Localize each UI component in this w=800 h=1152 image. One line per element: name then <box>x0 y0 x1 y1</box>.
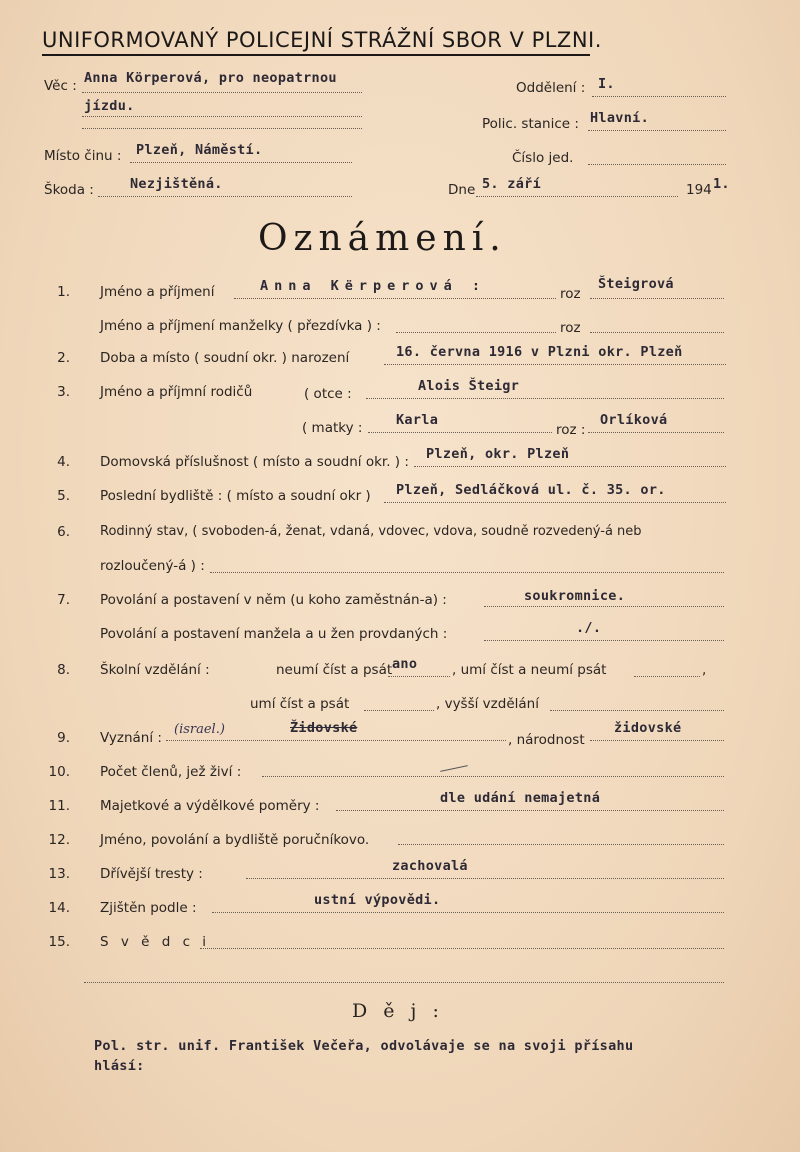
row-9-label: Vyznání : <box>100 730 162 746</box>
row-1-number: 1. <box>57 284 70 300</box>
row-7b-line <box>484 640 724 641</box>
misto-label: Místo činu : <box>44 148 122 164</box>
row-1b-line <box>396 332 556 333</box>
dej-text-2: hlásí: <box>94 1058 145 1074</box>
row-9-nar-value: židovské <box>614 720 682 736</box>
cislo-label: Číslo jed. <box>512 150 574 166</box>
row-5-number: 5. <box>57 488 70 504</box>
row-7-label: Povolání a postavení v něm (u koho zaměstnán-a) : <box>100 592 447 608</box>
misto-line <box>130 162 352 163</box>
row-8-sub4-line <box>550 710 724 711</box>
row-14-line <box>212 912 724 913</box>
row-5-value: Plzeň, Sedláčková ul. č. 35. or. <box>396 482 666 498</box>
row-6-number: 6. <box>57 524 70 540</box>
oddeleni-line <box>592 96 726 97</box>
row-8-sub1: neumí číst a psát <box>276 662 393 678</box>
dne-label: Dne <box>448 182 476 198</box>
row-7b-label: Povolání a postavení manžela a u žen provdaných : <box>100 626 448 642</box>
row-7-number: 7. <box>57 592 70 608</box>
row-9-handwritten: (israel.) <box>174 722 225 737</box>
row-10-dash-mark <box>440 765 468 772</box>
row-9-nar-label: , národnost <box>508 732 585 748</box>
stanice-value: Hlavní. <box>590 110 649 126</box>
row-13-label: Dřívější tresty : <box>100 866 203 882</box>
row-6-line <box>210 572 724 573</box>
row-3-otce-line <box>366 398 724 399</box>
row-2-label: Doba a místo ( soudní okr. ) narození <box>100 350 350 366</box>
row-14-value: ustní výpovědi. <box>314 892 441 908</box>
year-prefix: 194 <box>686 182 712 198</box>
row-3b-roz-value: Orlíková <box>600 412 668 428</box>
dej-heading: D ě j : <box>352 1000 444 1022</box>
row-7-line <box>484 606 724 607</box>
row-9-nar-line <box>590 740 724 741</box>
row-9-struck-value: Židovské <box>290 720 358 736</box>
row-5-line <box>384 502 726 503</box>
row-12-label: Jméno, povolání a bydliště poručníkovo. <box>100 832 370 848</box>
row-12-number: 12. <box>48 832 70 848</box>
row-4-value: Plzeň, okr. Plzeň <box>426 446 570 462</box>
stanice-line <box>588 130 726 131</box>
misto-value: Plzeň, Náměstí. <box>136 142 263 158</box>
row-7-value: soukromnice. <box>524 588 626 604</box>
header-title: UNIFORMOVANÝ POLICEJNÍ STRÁŽNÍ SBOR V PLZNI. <box>42 28 602 52</box>
row-1b-roz-label: roz <box>560 320 581 336</box>
vec-line-2 <box>82 116 362 117</box>
vec-value-2: jízdu. <box>84 98 135 114</box>
row-13-line <box>246 878 724 879</box>
header-rule <box>42 54 590 56</box>
row-9-line <box>166 740 506 741</box>
row-1-roz-value: Šteigrová <box>598 276 674 292</box>
row-12-line <box>398 844 724 845</box>
row-2-value: 16. června 1916 v Plzni okr. Plzeň <box>396 344 683 360</box>
row-11-line <box>336 810 724 811</box>
row-1b-roz-line <box>590 332 724 333</box>
row-15-number: 15. <box>48 934 70 950</box>
row-1-label: Jméno a příjmení <box>100 284 215 300</box>
row-2-line <box>384 364 726 365</box>
row-2-number: 2. <box>57 350 70 366</box>
year-suffix: 1. <box>713 176 730 192</box>
skoda-value: Nezjištěná. <box>130 176 223 192</box>
row-14-label: Zjištěn podle : <box>100 900 197 916</box>
row-15-label: S v ě d c i <box>100 934 211 950</box>
dej-text-1: Pol. str. unif. František Večeřa, odvolávaje se na svoji přísahu <box>94 1038 634 1054</box>
row-8-sub3: umí číst a psát <box>250 696 350 712</box>
row-1-line <box>234 298 556 299</box>
row-1-value: Anna Kërperová : <box>260 278 487 294</box>
row-8-sub4: , vyšší vzdělání <box>436 696 539 712</box>
row-3b-roz-label: roz : <box>556 422 586 438</box>
dne-value: 5. září <box>482 176 541 192</box>
oddeleni-label: Oddělení : <box>516 80 586 96</box>
dne-line <box>476 196 678 197</box>
row-10-number: 10. <box>48 764 70 780</box>
vec-value-1: Anna Körperová, pro neopatrnou <box>84 70 337 86</box>
row-1-roz-line <box>590 298 724 299</box>
row-3-number: 3. <box>57 384 70 400</box>
row-10-line <box>262 776 724 777</box>
vec-line-1 <box>82 92 362 93</box>
row-15-line <box>200 948 724 949</box>
row-3b-matky-value: Karla <box>396 412 439 428</box>
row-6-label: Rodinný stav, ( svoboden-á, ženat, vdaná, vdovec, vdova, soudně rozvedený-á neb <box>100 524 642 539</box>
row-8-label: Školní vzdělání : <box>100 662 210 678</box>
stanice-label: Polic. stanice : <box>482 116 579 132</box>
row-14-number: 14. <box>48 900 70 916</box>
row-4-number: 4. <box>57 454 70 470</box>
cislo-line <box>588 164 726 165</box>
skoda-label: Škoda : <box>44 182 94 198</box>
row-1-roz-label: roz <box>560 286 581 302</box>
row-3b-roz-line <box>588 432 724 433</box>
row-15-line-2 <box>84 982 724 983</box>
row-8-comma: , <box>702 662 707 678</box>
row-3b-matky-label: ( matky : <box>302 420 363 436</box>
row-4-label: Domovská příslušnost ( místo a soudní okr. ) : <box>100 454 409 470</box>
row-10-label: Počet členů, jež živí : <box>100 764 242 780</box>
row-11-label: Majetkové a výdělkové poměry : <box>100 798 320 814</box>
row-5-label: Poslední bydliště : ( místo a soudní okr ) <box>100 488 371 504</box>
row-8-sub1-value: ano <box>392 656 418 672</box>
row-6-label-2: rozloučený-á ) : <box>100 558 205 574</box>
row-8-number: 8. <box>57 662 70 678</box>
row-8-sub3-line <box>364 710 434 711</box>
row-8-sub2-line <box>634 676 700 677</box>
row-3-otce-value: Alois Šteigr <box>418 378 520 394</box>
row-1b-label: Jméno a příjmení manželky ( přezdívka ) : <box>100 318 381 334</box>
row-11-number: 11. <box>48 798 70 814</box>
vec-line-3 <box>82 128 362 129</box>
row-8-sub1-line <box>388 676 450 677</box>
row-9-number: 9. <box>57 730 70 746</box>
row-3b-matky-line <box>368 432 552 433</box>
row-3-otce-label: ( otce : <box>304 386 352 402</box>
row-8-sub2: , umí číst a neumí psát <box>452 662 607 678</box>
row-7b-value: ./. <box>576 620 602 636</box>
oddeleni-value: I. <box>598 76 615 92</box>
row-11-value: dle udání nemajetná <box>440 790 601 806</box>
row-4-line <box>414 466 726 467</box>
skoda-line <box>98 196 352 197</box>
row-13-number: 13. <box>48 866 70 882</box>
row-13-value: zachovalá <box>392 858 468 874</box>
vec-label: Věc : <box>44 78 77 94</box>
row-3-label: Jméno a příjmní rodičů <box>100 384 253 400</box>
form-title: Oznámení. <box>258 218 507 259</box>
